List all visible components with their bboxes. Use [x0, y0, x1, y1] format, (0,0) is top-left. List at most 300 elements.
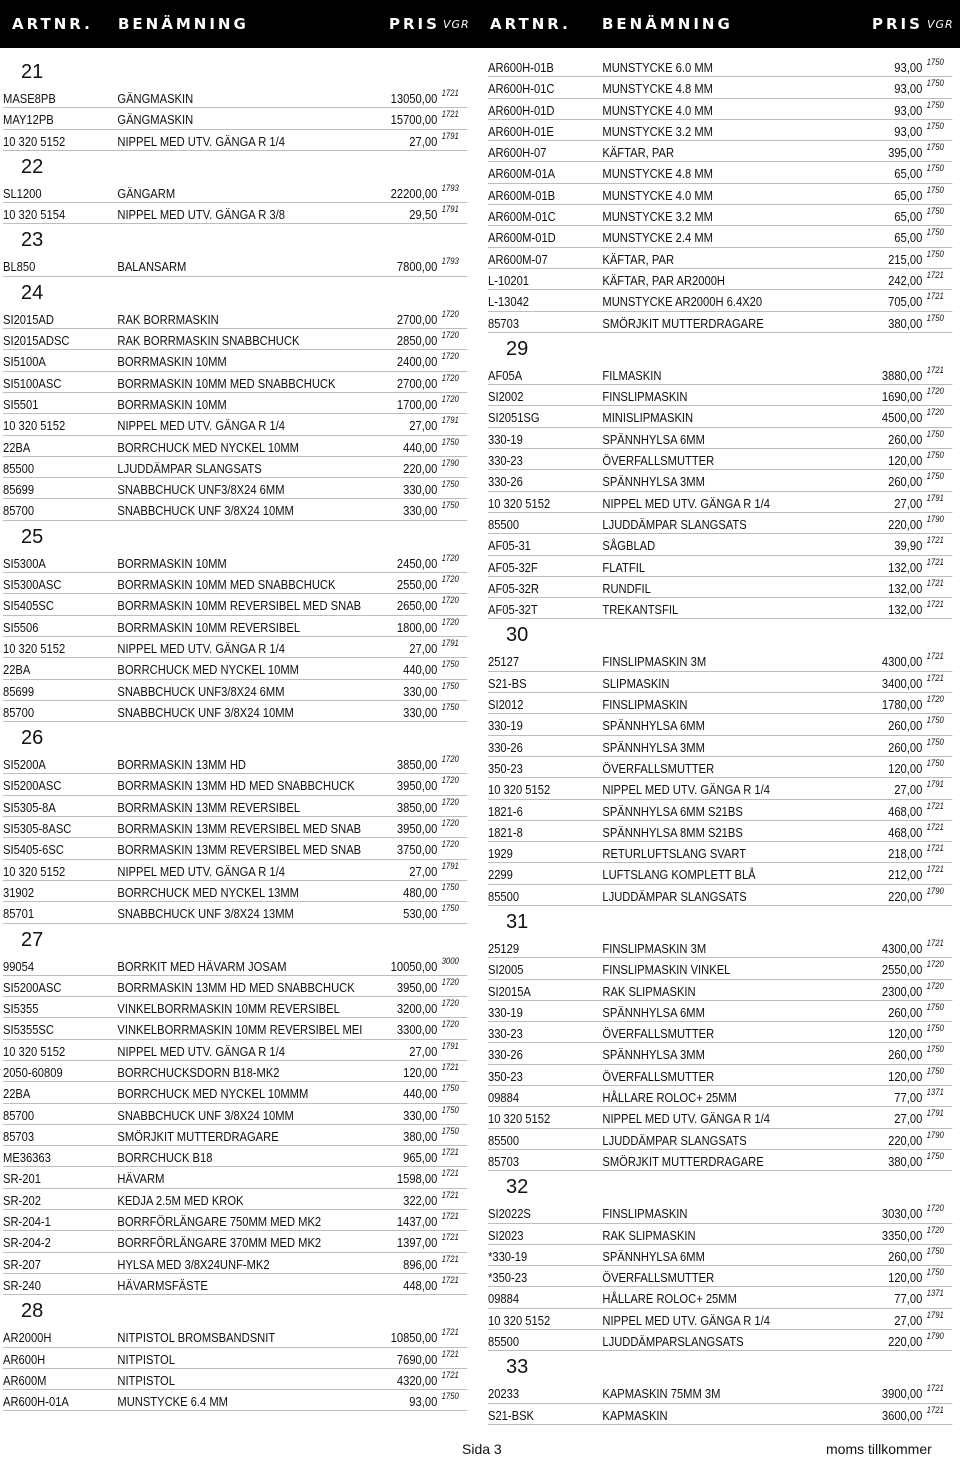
article-number: S21-BSK [488, 1407, 534, 1423]
description: BORRMASKIN 10MM REVERSIBEL [117, 619, 301, 635]
description: KAPMASKIN [602, 1407, 668, 1423]
product-group: 1721 [926, 269, 944, 280]
product-group: 3000 [441, 955, 459, 966]
price: 93,00 [894, 60, 923, 75]
description: RAK BORRMASKIN [117, 311, 219, 327]
product-group: 1721 [926, 556, 944, 567]
price-row [3, 203, 467, 224]
product-group: 1791 [441, 637, 459, 648]
article-number: SI5501 [3, 396, 39, 412]
article-number: SI2002 [488, 389, 524, 405]
article-number: AR600M-01D [488, 230, 556, 246]
header-benamning-right: BENÄMNING [602, 15, 733, 33]
price: 27,00 [409, 640, 438, 656]
price-row [3, 1040, 467, 1061]
price-row [488, 1224, 952, 1245]
product-group: 1750 [926, 471, 944, 482]
price-row [3, 774, 467, 795]
price-row [488, 863, 952, 884]
price-row [488, 513, 952, 534]
price: 220,00 [888, 1334, 923, 1350]
price: 2300,00 [881, 983, 923, 999]
description: MUNSTYCKE 4.8 MM [602, 166, 713, 182]
product-group: 1721 [441, 1168, 459, 1179]
description: MUNSTYCKE 4.0 MM [602, 102, 713, 118]
article-number: *330-19 [488, 1248, 528, 1264]
article-number: 85500 [488, 1132, 520, 1148]
price-row [488, 821, 952, 842]
price-row [488, 714, 952, 735]
price: 3880,00 [881, 367, 923, 383]
price: 27,00 [894, 782, 923, 798]
price: 1690,00 [881, 389, 923, 405]
section-heading [488, 1351, 958, 1382]
price: 3030,00 [881, 1206, 923, 1222]
article-number: 10 320 5152 [3, 418, 66, 434]
article-number: 330-26 [488, 474, 523, 490]
product-group: 1720 [441, 754, 459, 765]
description: MUNSTYCKE 6.4 MM [117, 1394, 228, 1410]
product-group: 1750 [926, 227, 944, 238]
price-row [488, 1202, 952, 1223]
price: 120,00 [403, 1064, 438, 1080]
price-row [3, 1326, 467, 1347]
price-row [3, 881, 467, 902]
article-number: 85500 [488, 516, 520, 532]
article-number: SI5200A [3, 757, 46, 773]
article-number: L-13042 [488, 294, 530, 310]
description: SPÄNNHYLSA 6MM [602, 718, 705, 734]
description: SÅGBLAD [602, 538, 656, 554]
price-row [488, 290, 952, 311]
description: ÖVERFALLSMUTTER [602, 760, 715, 776]
product-group: 1750 [926, 78, 944, 89]
price-row [3, 753, 467, 774]
description: SNABBCHUCK UNF 3/8X24 13MM [117, 906, 294, 922]
description: VINKELBORRMASKIN 10MM REVERSIBEL MEI [117, 1022, 363, 1038]
description: KEDJA 2.5M MED KROK [117, 1192, 244, 1208]
header-vgr-left: VGR [443, 18, 470, 31]
description: ÖVERFALLSMUTTER [602, 1026, 715, 1042]
article-number: SI5305-8A [3, 799, 56, 815]
price-row [3, 594, 467, 615]
description: SMÖRJKIT MUTTERDRAGARE [117, 1128, 279, 1144]
article-number: 22BA [3, 439, 31, 455]
article-number: 2050-60809 [3, 1064, 63, 1080]
description: BORRMASKIN 10MM MED SNABBCHUCK [117, 375, 336, 391]
description: SNABBCHUCK UNF 3/8X24 10MM [117, 503, 294, 519]
price: 1780,00 [881, 697, 923, 713]
price: 93,00 [894, 102, 923, 118]
description: BORRCHUCK B18 [117, 1150, 213, 1166]
price: 120,00 [888, 453, 923, 469]
section-number: 26 [21, 727, 44, 750]
article-number: SI2005 [488, 962, 524, 978]
section-heading [488, 1171, 958, 1202]
price: 260,00 [888, 1248, 923, 1264]
section-number: 29 [506, 337, 529, 360]
price-row [3, 457, 467, 478]
description: RAK SLIPMASKIN [602, 1227, 696, 1243]
description: MUNSTYCKE 2.4 MM [602, 230, 713, 246]
price-row [488, 1129, 952, 1150]
description: BORRMASKIN 13MM REVERSIBEL [117, 799, 301, 815]
vat-note: moms tillkommer [826, 1441, 932, 1457]
price: 260,00 [888, 474, 923, 490]
description: MUNSTYCKE 4.0 MM [602, 187, 713, 203]
price: 330,00 [403, 482, 438, 498]
description: BORRMASKIN 13MM HD MED SNABBCHUCK [117, 778, 355, 794]
description: SPÄNNHYLSA 6MM [602, 1004, 705, 1020]
description: MUNSTYCKE 3.2 MM [602, 123, 713, 139]
price: 260,00 [888, 1047, 923, 1063]
description: BORRMASKIN 10MM MED SNABBCHUCK [117, 577, 336, 593]
product-group: 1720 [441, 998, 459, 1009]
section-heading [3, 924, 473, 955]
price: 2400,00 [396, 354, 438, 370]
description: KÄFTAR, PAR AR2000H [602, 272, 725, 288]
price: 530,00 [403, 906, 438, 922]
article-number: SI2022S [488, 1206, 531, 1222]
article-number: 85700 [3, 1107, 35, 1123]
product-group: 1720 [926, 1224, 944, 1235]
description: NITPISTOL BROMSBANDSNIT [117, 1330, 276, 1346]
price-row [488, 693, 952, 714]
product-group: 1750 [926, 312, 944, 323]
article-number: AR2000H [3, 1330, 52, 1346]
product-group: 1721 [441, 1274, 459, 1285]
price: 2550,00 [396, 577, 438, 593]
price-row [488, 958, 952, 979]
price-row [488, 885, 952, 906]
section-number: 25 [21, 525, 44, 548]
article-number: 1821-8 [488, 824, 523, 840]
product-group: 1721 [926, 651, 944, 662]
product-group: 1750 [441, 1391, 459, 1402]
product-group: 1750 [441, 436, 459, 447]
product-group: 1750 [926, 120, 944, 131]
price: 260,00 [888, 431, 923, 447]
product-group: 1750 [441, 701, 459, 712]
description: LJUDDÄMPAR SLANGSATS [117, 460, 262, 476]
description: NIPPEL MED UTV. GÄNGA R 1/4 [602, 782, 770, 798]
header-pris-right: PRIS [872, 15, 923, 33]
product-group: 1721 [441, 1327, 459, 1338]
price-row [3, 1125, 467, 1146]
price-row [3, 499, 467, 520]
description: FINSLIPMASKIN [602, 697, 688, 713]
description: SPÄNNHYLSA 6MM S21BS [602, 803, 743, 819]
price: 27,00 [409, 1043, 438, 1059]
product-group: 1791 [926, 492, 944, 503]
price-row [488, 980, 952, 1001]
description: SMÖRJKIT MUTTERDRAGARE [602, 315, 764, 331]
product-group: 1750 [926, 163, 944, 174]
article-number: 330-23 [488, 1026, 523, 1042]
price: 132,00 [888, 580, 923, 596]
article-number: 85500 [488, 1334, 520, 1350]
price-row [3, 680, 467, 701]
description: GÄNGMASKIN [117, 112, 194, 128]
article-number: *350-23 [488, 1270, 528, 1286]
price: 1700,00 [396, 396, 438, 412]
product-group: 1721 [926, 864, 944, 875]
price-row [488, 1266, 952, 1287]
price: 27,00 [894, 1312, 923, 1328]
price-row [488, 1065, 952, 1086]
article-number: 10 320 5152 [3, 1043, 66, 1059]
price-row [3, 701, 467, 722]
column-header-bar [0, 0, 960, 48]
article-number: AR600H-01E [488, 123, 554, 139]
description: BORRMASKIN 10MM REVERSIBEL MED SNAB [117, 598, 362, 614]
price: 27,00 [894, 495, 923, 511]
price-row [488, 937, 952, 958]
description: NIPPEL MED UTV. GÄNGA R 1/4 [117, 418, 285, 434]
article-number: 85703 [488, 1153, 520, 1169]
description: SPÄNNHYLSA 3MM [602, 474, 705, 490]
product-group: 1721 [926, 599, 944, 610]
article-number: AF05-32F [488, 559, 538, 575]
article-number: AR600H-01A [3, 1394, 69, 1410]
price-row [488, 492, 952, 513]
price-row [488, 800, 952, 821]
article-number: AR600H-01B [488, 60, 554, 75]
price: 10850,00 [390, 1330, 438, 1346]
section-heading [3, 722, 473, 753]
product-group: 1720 [441, 839, 459, 850]
product-group: 1791 [441, 130, 459, 141]
price-row [488, 449, 952, 470]
article-number: SI5300A [3, 555, 46, 571]
section-number: 33 [506, 1356, 529, 1379]
description: MUNSTYCKE 4.8 MM [602, 81, 713, 97]
description: BORRMASKIN 13MM REVERSIBEL MED SNAB [117, 842, 362, 858]
article-number: 330-26 [488, 1047, 523, 1063]
article-number: SI5305-8ASC [3, 821, 72, 837]
article-number: SR-240 [3, 1277, 41, 1293]
price: 15700,00 [390, 112, 438, 128]
article-number: SI5355SC [3, 1022, 54, 1038]
price-row [488, 1404, 952, 1425]
description: BORRCHUCK MED NYCKEL 10MMM [117, 1086, 309, 1102]
description: FLATFIL [602, 559, 646, 575]
price-row [3, 1210, 467, 1231]
price: 3400,00 [881, 675, 923, 691]
price-row [3, 130, 467, 151]
product-group: 1721 [926, 1383, 944, 1394]
article-number: MAY12PB [3, 112, 54, 128]
article-number: 10 320 5154 [3, 207, 66, 223]
product-group: 1750 [926, 428, 944, 439]
header-artnr-right: ARTNR. [490, 15, 571, 33]
article-number: 350-23 [488, 760, 523, 776]
price: 1800,00 [396, 619, 438, 635]
product-group: 1791 [441, 860, 459, 871]
article-number: SI5300ASC [3, 577, 62, 593]
price: 7690,00 [396, 1351, 438, 1367]
price-row [3, 860, 467, 881]
price-row [488, 577, 952, 598]
section-number: 28 [21, 1300, 44, 1323]
article-number: SI2051SG [488, 410, 540, 426]
price: 440,00 [403, 662, 438, 678]
product-group: 1750 [441, 500, 459, 511]
price: 132,00 [888, 602, 923, 618]
price: 120,00 [888, 760, 923, 776]
product-group: 1790 [926, 885, 944, 896]
price-row [488, 184, 952, 205]
article-number: AF05-31 [488, 538, 531, 554]
price: 93,00 [894, 123, 923, 139]
article-number: SR-204-2 [3, 1235, 51, 1251]
description: SNABBCHUCK UNF 3/8X24 10MM [117, 1107, 294, 1123]
description: LJUDDÄMPAR SLANGSATS [602, 1132, 747, 1148]
price: 220,00 [888, 516, 923, 532]
description: BORRFÖRLÄNGARE 370MM MED MK2 [117, 1235, 322, 1251]
description: SNABBCHUCK UNF3/8X24 6MM [117, 482, 285, 498]
description: RUNDFIL [602, 580, 651, 596]
price-row [488, 1287, 952, 1308]
product-group: 1750 [926, 757, 944, 768]
description: KAPMASKIN 75MM 3M [602, 1386, 721, 1402]
price-row [488, 385, 952, 406]
product-group: 1720 [926, 1203, 944, 1214]
price: 132,00 [888, 559, 923, 575]
product-group: 1721 [441, 1232, 459, 1243]
product-group: 1721 [926, 577, 944, 588]
article-number: 85703 [3, 1128, 35, 1144]
price: 330,00 [403, 704, 438, 720]
article-number: 1929 [488, 846, 513, 862]
article-number: 10 320 5152 [3, 640, 66, 656]
article-number: S21-BS [488, 675, 527, 691]
article-number: 09884 [488, 1090, 520, 1106]
price: 2550,00 [881, 962, 923, 978]
article-number: AR600M [3, 1372, 47, 1388]
article-number: SI5405-6SC [3, 842, 64, 858]
price-row [3, 1104, 467, 1125]
price-row [488, 312, 952, 333]
article-number: 85500 [3, 460, 35, 476]
product-group: 1721 [441, 1061, 459, 1072]
article-number: 22BA [3, 662, 31, 678]
article-number: SL1200 [3, 185, 42, 201]
description: LUFTSLANG KOMPLETT BLÅ [602, 867, 756, 883]
description: LJUDDÄMPAR SLANGSATS [602, 516, 747, 532]
price: 330,00 [403, 1107, 438, 1123]
price-row [3, 255, 467, 276]
description: NIPPEL MED UTV. GÄNGA R 1/4 [602, 495, 770, 511]
section-number: 24 [21, 281, 44, 304]
product-group: 1750 [926, 1065, 944, 1076]
article-number: ME36363 [3, 1150, 51, 1166]
product-group: 1750 [441, 881, 459, 892]
product-group: 1791 [441, 204, 459, 215]
price: 29,50 [409, 207, 438, 223]
product-group: 1791 [926, 1108, 944, 1119]
article-number: 85700 [3, 503, 35, 519]
price-row [488, 1330, 952, 1351]
product-group: 1720 [441, 976, 459, 987]
section-heading [3, 224, 473, 255]
article-number: 10 320 5152 [488, 1312, 551, 1328]
description: MUNSTYCKE AR2000H 6.4X20 [602, 294, 763, 310]
article-number: AR600H [3, 1351, 46, 1367]
price-row [488, 141, 952, 162]
article-number: BL850 [3, 259, 36, 275]
price: 3600,00 [881, 1407, 923, 1423]
product-group: 1750 [926, 1044, 944, 1055]
description: SNABBCHUCK UNF3/8X24 6MM [117, 683, 285, 699]
price-row [488, 842, 952, 863]
price: 1397,00 [396, 1235, 438, 1251]
price: 896,00 [403, 1256, 438, 1272]
article-number: SI5355 [3, 1001, 39, 1017]
article-number: 25129 [488, 940, 520, 956]
price-row [3, 478, 467, 499]
price: 220,00 [403, 460, 438, 476]
price: 322,00 [403, 1192, 438, 1208]
product-group: 1750 [926, 99, 944, 110]
product-group: 1721 [441, 88, 459, 98]
article-number: 10 320 5152 [3, 133, 66, 149]
price: 65,00 [894, 187, 923, 203]
price-row [3, 573, 467, 594]
price: 480,00 [403, 884, 438, 900]
price: 93,00 [409, 1394, 438, 1410]
article-number: SI5100ASC [3, 375, 62, 391]
price: 3850,00 [396, 799, 438, 815]
description: BORRMASKIN 13MM REVERSIBEL MED SNAB [117, 821, 362, 837]
product-group: 1750 [926, 206, 944, 217]
product-group: 1750 [441, 903, 459, 914]
product-group: 1750 [441, 1125, 459, 1136]
article-number: 330-19 [488, 718, 523, 734]
price: 3900,00 [881, 1386, 923, 1402]
product-group: 1790 [926, 1129, 944, 1140]
price: 27,00 [409, 863, 438, 879]
description: ÖVERFALLSMUTTER [602, 453, 715, 469]
description: BORRMASKIN 13MM HD MED SNABBCHUCK [117, 979, 355, 995]
product-group: 1791 [926, 1309, 944, 1320]
description: LJUDDÄMPARSLANGSATS [602, 1334, 744, 1350]
article-number: SI2015ADSC [3, 333, 70, 349]
description: HÄVARMSFÄSTE [117, 1277, 208, 1293]
description: BORRCHUCKSDORN B18-MK2 [117, 1064, 280, 1080]
article-number: AR600M-01B [488, 187, 556, 203]
product-group: 1791 [926, 779, 944, 790]
article-number: 22BA [3, 1086, 31, 1102]
price-row [3, 1167, 467, 1188]
description: SMÖRJKIT MUTTERDRAGARE [602, 1153, 764, 1169]
article-number: SI2023 [488, 1227, 524, 1243]
price: 2450,00 [396, 555, 438, 571]
article-number: SI5200ASC [3, 979, 62, 995]
article-number: SI2012 [488, 697, 524, 713]
product-group: 1790 [926, 513, 944, 524]
section-heading [488, 906, 958, 937]
price-list-right-column [488, 56, 958, 1425]
description: RAK SLIPMASKIN [602, 983, 696, 999]
price: 330,00 [403, 683, 438, 699]
article-number: 1821-6 [488, 803, 523, 819]
description: BORRMASKIN 10MM [117, 396, 227, 412]
price: 440,00 [403, 1086, 438, 1102]
price: 27,00 [409, 133, 438, 149]
price-row [3, 1061, 467, 1082]
price: 212,00 [888, 867, 923, 883]
